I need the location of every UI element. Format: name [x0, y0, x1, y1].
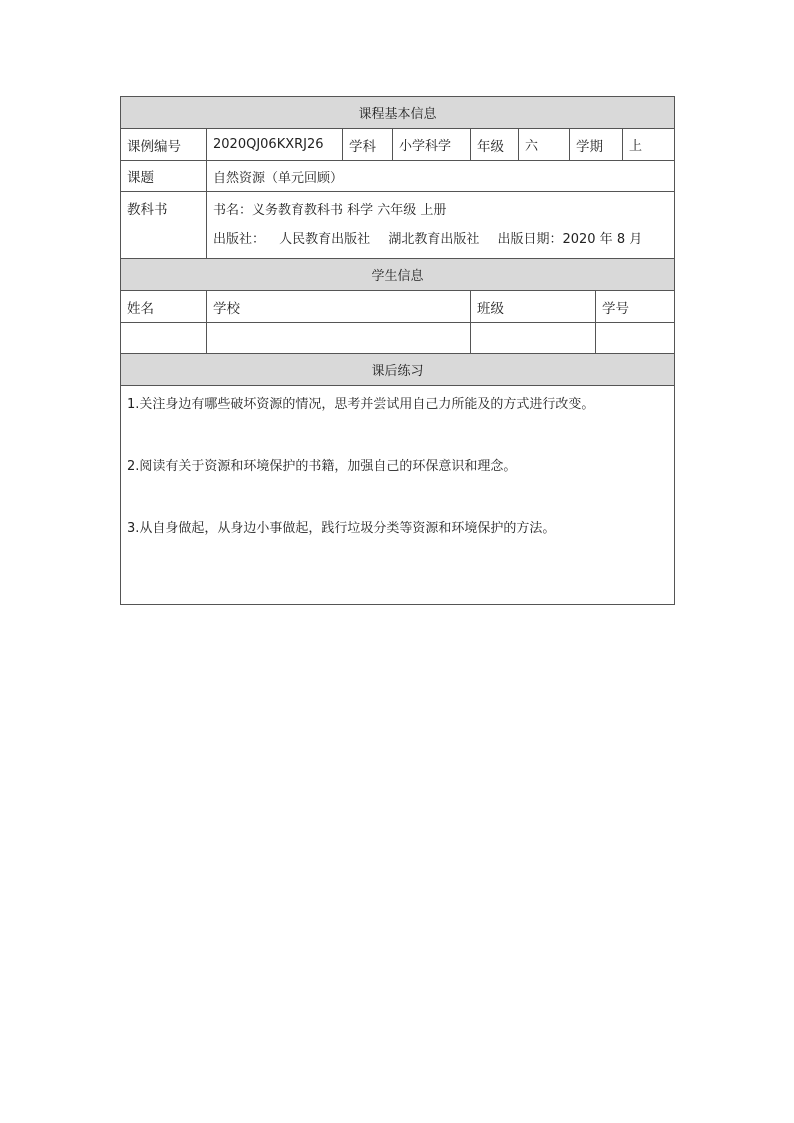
publication-date: 出版日期：2020 年 8 月	[497, 232, 643, 247]
student-number-label: 学号	[596, 291, 675, 323]
publisher-1: 人民教育出版社	[279, 232, 371, 247]
textbook-details	[207, 192, 675, 259]
exercises-header: 课后练习	[121, 354, 675, 386]
term-label: 学期	[570, 129, 623, 161]
exercise-item: 3.从自身做起，从身边小事做起，践行垃圾分类等资源和环境保护的方法。	[127, 521, 556, 536]
publisher-label: 出版社：	[213, 232, 266, 247]
student-school-label: 学校	[207, 291, 471, 323]
student-info-header: 学生信息	[121, 259, 675, 291]
term-value: 上	[623, 129, 675, 161]
textbook-name: 书名：义务教育教科书 科学 六年级 上册	[213, 203, 447, 218]
student-name-label: 姓名	[121, 291, 207, 323]
topic-value: 自然资源（单元回顾）	[207, 161, 675, 192]
course-info-header: 课程基本信息	[121, 97, 675, 129]
subject-value: 小学科学	[393, 129, 471, 161]
course-sheet-table	[120, 96, 675, 605]
student-school-field[interactable]	[207, 323, 471, 354]
student-class-field[interactable]	[471, 323, 596, 354]
student-name-field[interactable]	[121, 323, 207, 354]
topic-label: 课题	[121, 161, 207, 192]
grade-label: 年级	[471, 129, 519, 161]
subject-label: 学科	[343, 129, 393, 161]
publisher-2: 湖北教育出版社	[388, 232, 480, 247]
textbook-publisher-line	[213, 225, 668, 254]
exercise-item: 2.阅读有关于资源和环境保护的书籍，加强自己的环保意识和理念。	[127, 459, 517, 474]
grade-value: 六	[519, 129, 570, 161]
student-class-label: 班级	[471, 291, 596, 323]
textbook-label: 教科书	[121, 192, 207, 259]
student-number-field[interactable]	[596, 323, 675, 354]
case-id-label: 课例编号	[121, 129, 207, 161]
exercise-item: 1.关注身边有哪些破坏资源的情况，思考并尝试用自己力所能及的方式进行改变。	[127, 397, 595, 412]
exercises-body	[121, 386, 675, 605]
case-id-value: 2020QJ06KXRJ26	[207, 129, 343, 161]
